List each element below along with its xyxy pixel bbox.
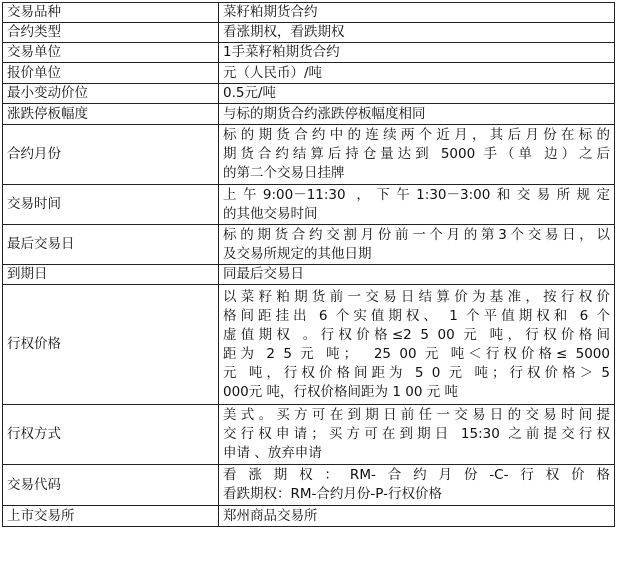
spec-row — [3, 506, 615, 527]
spec-value-line: 期货合约结算后持仓量达到 5000 手（单 边）之后 — [223, 146, 610, 162]
spec-value — [219, 84, 615, 104]
spec-value-line: 格间距挂出 6 个实值期权、 1 个平值期权和 6 个 — [223, 307, 610, 324]
spec-label: 到期日 — [3, 265, 219, 285]
spec-value — [219, 104, 615, 125]
spec-value — [219, 285, 615, 405]
spec-value-line: 与标的期货合约涨跌停板幅度相同 — [223, 105, 426, 122]
option-contract-spec-table — [2, 2, 615, 527]
spec-value-line: 以菜籽粕期货前一交易日结算价为基准，按行权价 — [223, 288, 610, 305]
spec-value-line: 元（人民币）/吨 — [223, 64, 323, 81]
spec-label: 最后交易日 — [3, 225, 219, 265]
spec-value-line: 的第二个交易日挂牌 — [223, 165, 345, 181]
spec-value-line: 交行权申请；买方可在到期日 15:30 之前提交行权 — [223, 426, 610, 442]
spec-label: 报价单位 — [3, 63, 219, 84]
spec-row — [3, 63, 615, 84]
spec-row — [3, 3, 615, 23]
spec-row — [3, 265, 615, 285]
spec-value — [219, 23, 615, 43]
spec-value-line: 的其他交易时间 — [223, 205, 318, 222]
spec-value-line: 看涨期权：RM-合约月份-C-行权价格 — [223, 467, 610, 483]
spec-value-line: 1手菜籽粕期货合约 — [223, 44, 340, 60]
spec-label: 行权方式 — [3, 405, 219, 465]
spec-value-line: 元 吨，行权价格间距为 5 0 元 吨；行权价格＞ 5 — [223, 364, 610, 381]
spec-row — [3, 43, 615, 63]
spec-value — [219, 265, 615, 285]
spec-value-line: 郑州商品交易所 — [223, 507, 318, 524]
spec-label: 交易单位 — [3, 43, 219, 63]
spec-value — [219, 405, 615, 465]
spec-value — [219, 506, 615, 527]
spec-row — [3, 405, 615, 465]
spec-value — [219, 465, 615, 506]
spec-value — [219, 225, 615, 265]
spec-label: 交易品种 — [3, 3, 219, 23]
spec-value-line: 上午9:00－11:30 ，下午1:30－3:00和交易所规定 — [223, 186, 610, 203]
spec-label: 合约月份 — [3, 125, 219, 185]
spec-row — [3, 23, 615, 43]
spec-value-line: 看涨期权，看跌期权 — [223, 24, 345, 40]
spec-value-line: 美式。买方可在到期日前任一交易日的交易时间提 — [223, 407, 610, 423]
spec-label: 最小变动价位 — [3, 84, 219, 104]
spec-row — [3, 465, 615, 506]
spec-value-line: 标的期货合约交割月份前一个月的第3个交易日，以 — [223, 226, 610, 243]
spec-value — [219, 3, 615, 23]
spec-value-line: 菜籽粕期货合约 — [223, 4, 318, 20]
spec-row — [3, 285, 615, 405]
spec-value-line: 000元 吨，行权价格间距为 1 00 元 吨 — [223, 383, 458, 400]
spec-label: 上市交易所 — [3, 506, 219, 527]
spec-table-body — [3, 3, 615, 527]
spec-value-line: 虚值期权 。行权价格≤2 5 00 元 吨，行权价格间 — [223, 326, 610, 343]
spec-label: 行权价格 — [3, 285, 219, 405]
spec-row — [3, 225, 615, 265]
spec-value-line: 看跌期权：RM-合约月份-P-行权价格 — [223, 486, 442, 502]
spec-value — [219, 185, 615, 225]
spec-row — [3, 185, 615, 225]
spec-label: 交易时间 — [3, 185, 219, 225]
spec-value — [219, 43, 615, 63]
spec-label: 合约类型 — [3, 23, 219, 43]
spec-label: 交易代码 — [3, 465, 219, 506]
spec-value-line: 0.5元/吨 — [223, 85, 277, 101]
spec-label: 涨跌停板幅度 — [3, 104, 219, 125]
spec-value-line: 标的期货合约中的连续两个近月，其后月份在标的 — [223, 127, 610, 143]
spec-value-line: 及交易所规定的其他日期 — [223, 245, 372, 262]
spec-row — [3, 125, 615, 185]
spec-value — [219, 63, 615, 84]
spec-row — [3, 104, 615, 125]
spec-row — [3, 84, 615, 104]
spec-value-line: 同最后交易日 — [223, 266, 304, 282]
spec-value — [219, 125, 615, 185]
spec-value-line: 距为 2 5 元 吨； 25 00 元 吨＜行权价格≤ 5000 — [223, 345, 610, 362]
spec-value-line: 申请 、放弃申请 — [223, 445, 322, 461]
